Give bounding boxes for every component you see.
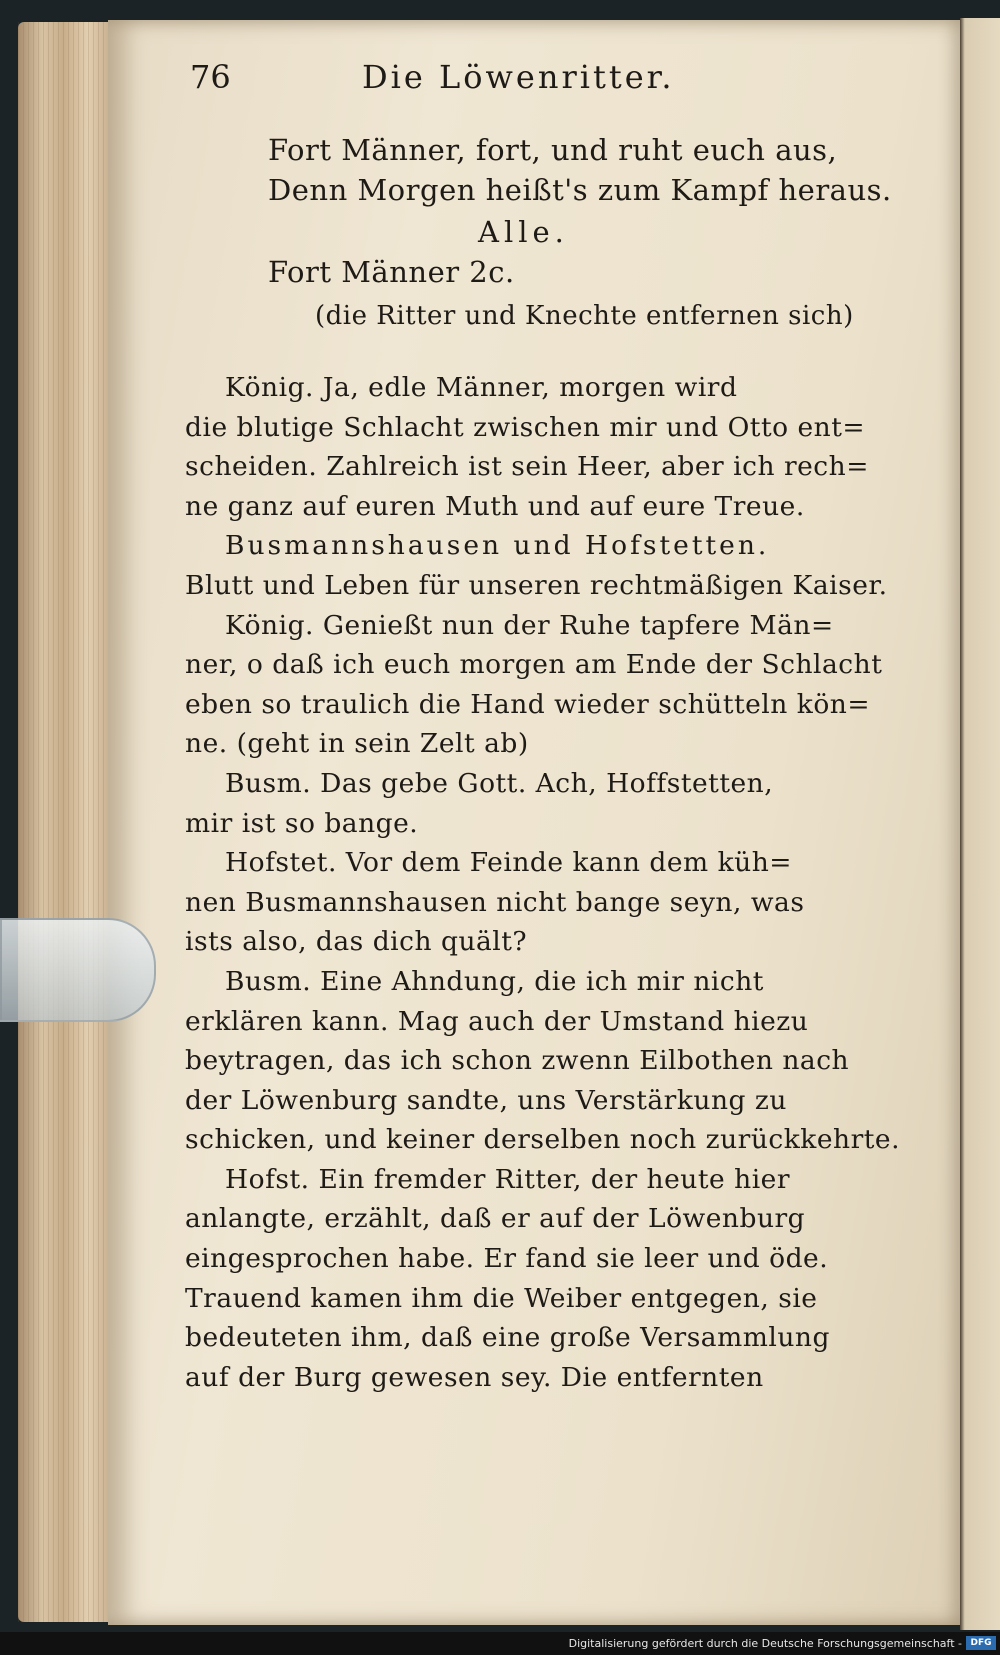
- text-line: anlangte, erzählt, daß er auf der Löwenburg: [185, 1203, 806, 1235]
- facing-page-edge: [960, 18, 1000, 1630]
- text-line: nen Busmannshausen nicht bange seyn, was: [185, 886, 805, 918]
- body-text: [185, 368, 900, 1397]
- text-line: Blutt und Leben für unseren rechtmäßigen Kaiser.: [185, 569, 888, 601]
- text-line: Busmannshausen und Hofstetten.: [225, 530, 770, 562]
- text-line: ne. (geht in sein Zelt ab): [185, 728, 529, 760]
- text-line: eben so traulich die Hand wieder schütteln kön=: [185, 688, 871, 720]
- chorus-speaker: Alle.: [478, 215, 569, 249]
- text-line: die blutige Schlacht zwischen mir und Otto ent=: [185, 411, 866, 443]
- song-block: [268, 130, 892, 210]
- text-line: ists also, das dich quält?: [185, 926, 528, 958]
- text-line: Hofst. Ein fremder Ritter, der heute hier: [225, 1163, 791, 1195]
- song-line: Fort Männer, fort, und ruht euch aus,: [268, 133, 838, 167]
- text-line: Hofstet. Vor dem Feinde kann dem küh=: [225, 847, 792, 879]
- text-line: der Löwenburg sandte, uns Verstärkung zu: [185, 1084, 787, 1116]
- text-line: eingesprochen habe. Er fand sie leer und öde.: [185, 1243, 829, 1275]
- text-line: bedeuteten ihm, daß eine große Versammlung: [185, 1322, 830, 1354]
- text-line: scheiden. Zahlreich ist sein Heer, aber ich rech=: [185, 451, 869, 483]
- text-line: Busm. Das gebe Gott. Ach, Hoffstetten,: [225, 767, 774, 799]
- text-line: beytragen, das ich schon zwenn Eilbothen nach: [185, 1045, 850, 1077]
- text-line: ne ganz auf euren Muth und auf eure Treue.: [185, 490, 805, 522]
- chorus-line: Fort Männer 2c.: [268, 255, 515, 289]
- text-line: König. Ja, edle Männer, morgen wird: [225, 372, 738, 403]
- text-line: auf der Burg gewesen sey. Die entfernten: [185, 1361, 764, 1393]
- text-line: schicken, und keiner derselben noch zurückkehrte.: [185, 1124, 901, 1156]
- song-line: Denn Morgen heißt's zum Kampf heraus.: [268, 173, 892, 207]
- text-line: mir ist so bange.: [185, 807, 419, 839]
- text-line: König. Genießt nun der Ruhe tapfere Män=: [225, 609, 834, 641]
- running-head: Die Löwenritter.: [362, 58, 675, 96]
- page-number: 76: [190, 58, 231, 96]
- dfg-logo: DFG: [966, 1636, 996, 1650]
- book-edge: [18, 22, 118, 1622]
- text-line: Trauend kamen ihm die Weiber entgegen, sie: [185, 1282, 818, 1314]
- page-clip: [0, 918, 156, 1022]
- text-line: ner, o daß ich euch morgen am Ende der Schlacht: [185, 649, 883, 681]
- funding-notice: Digitalisierung gefördert durch die Deutsche Forschungsgemeinschaft -: [568, 1637, 962, 1650]
- text-line: Busm. Eine Ahndung, die ich mir nicht: [225, 965, 764, 997]
- stage-direction: (die Ritter und Knechte entfernen sich): [315, 301, 854, 331]
- text-line: erklären kann. Mag auch der Umstand hiezu: [185, 1005, 809, 1037]
